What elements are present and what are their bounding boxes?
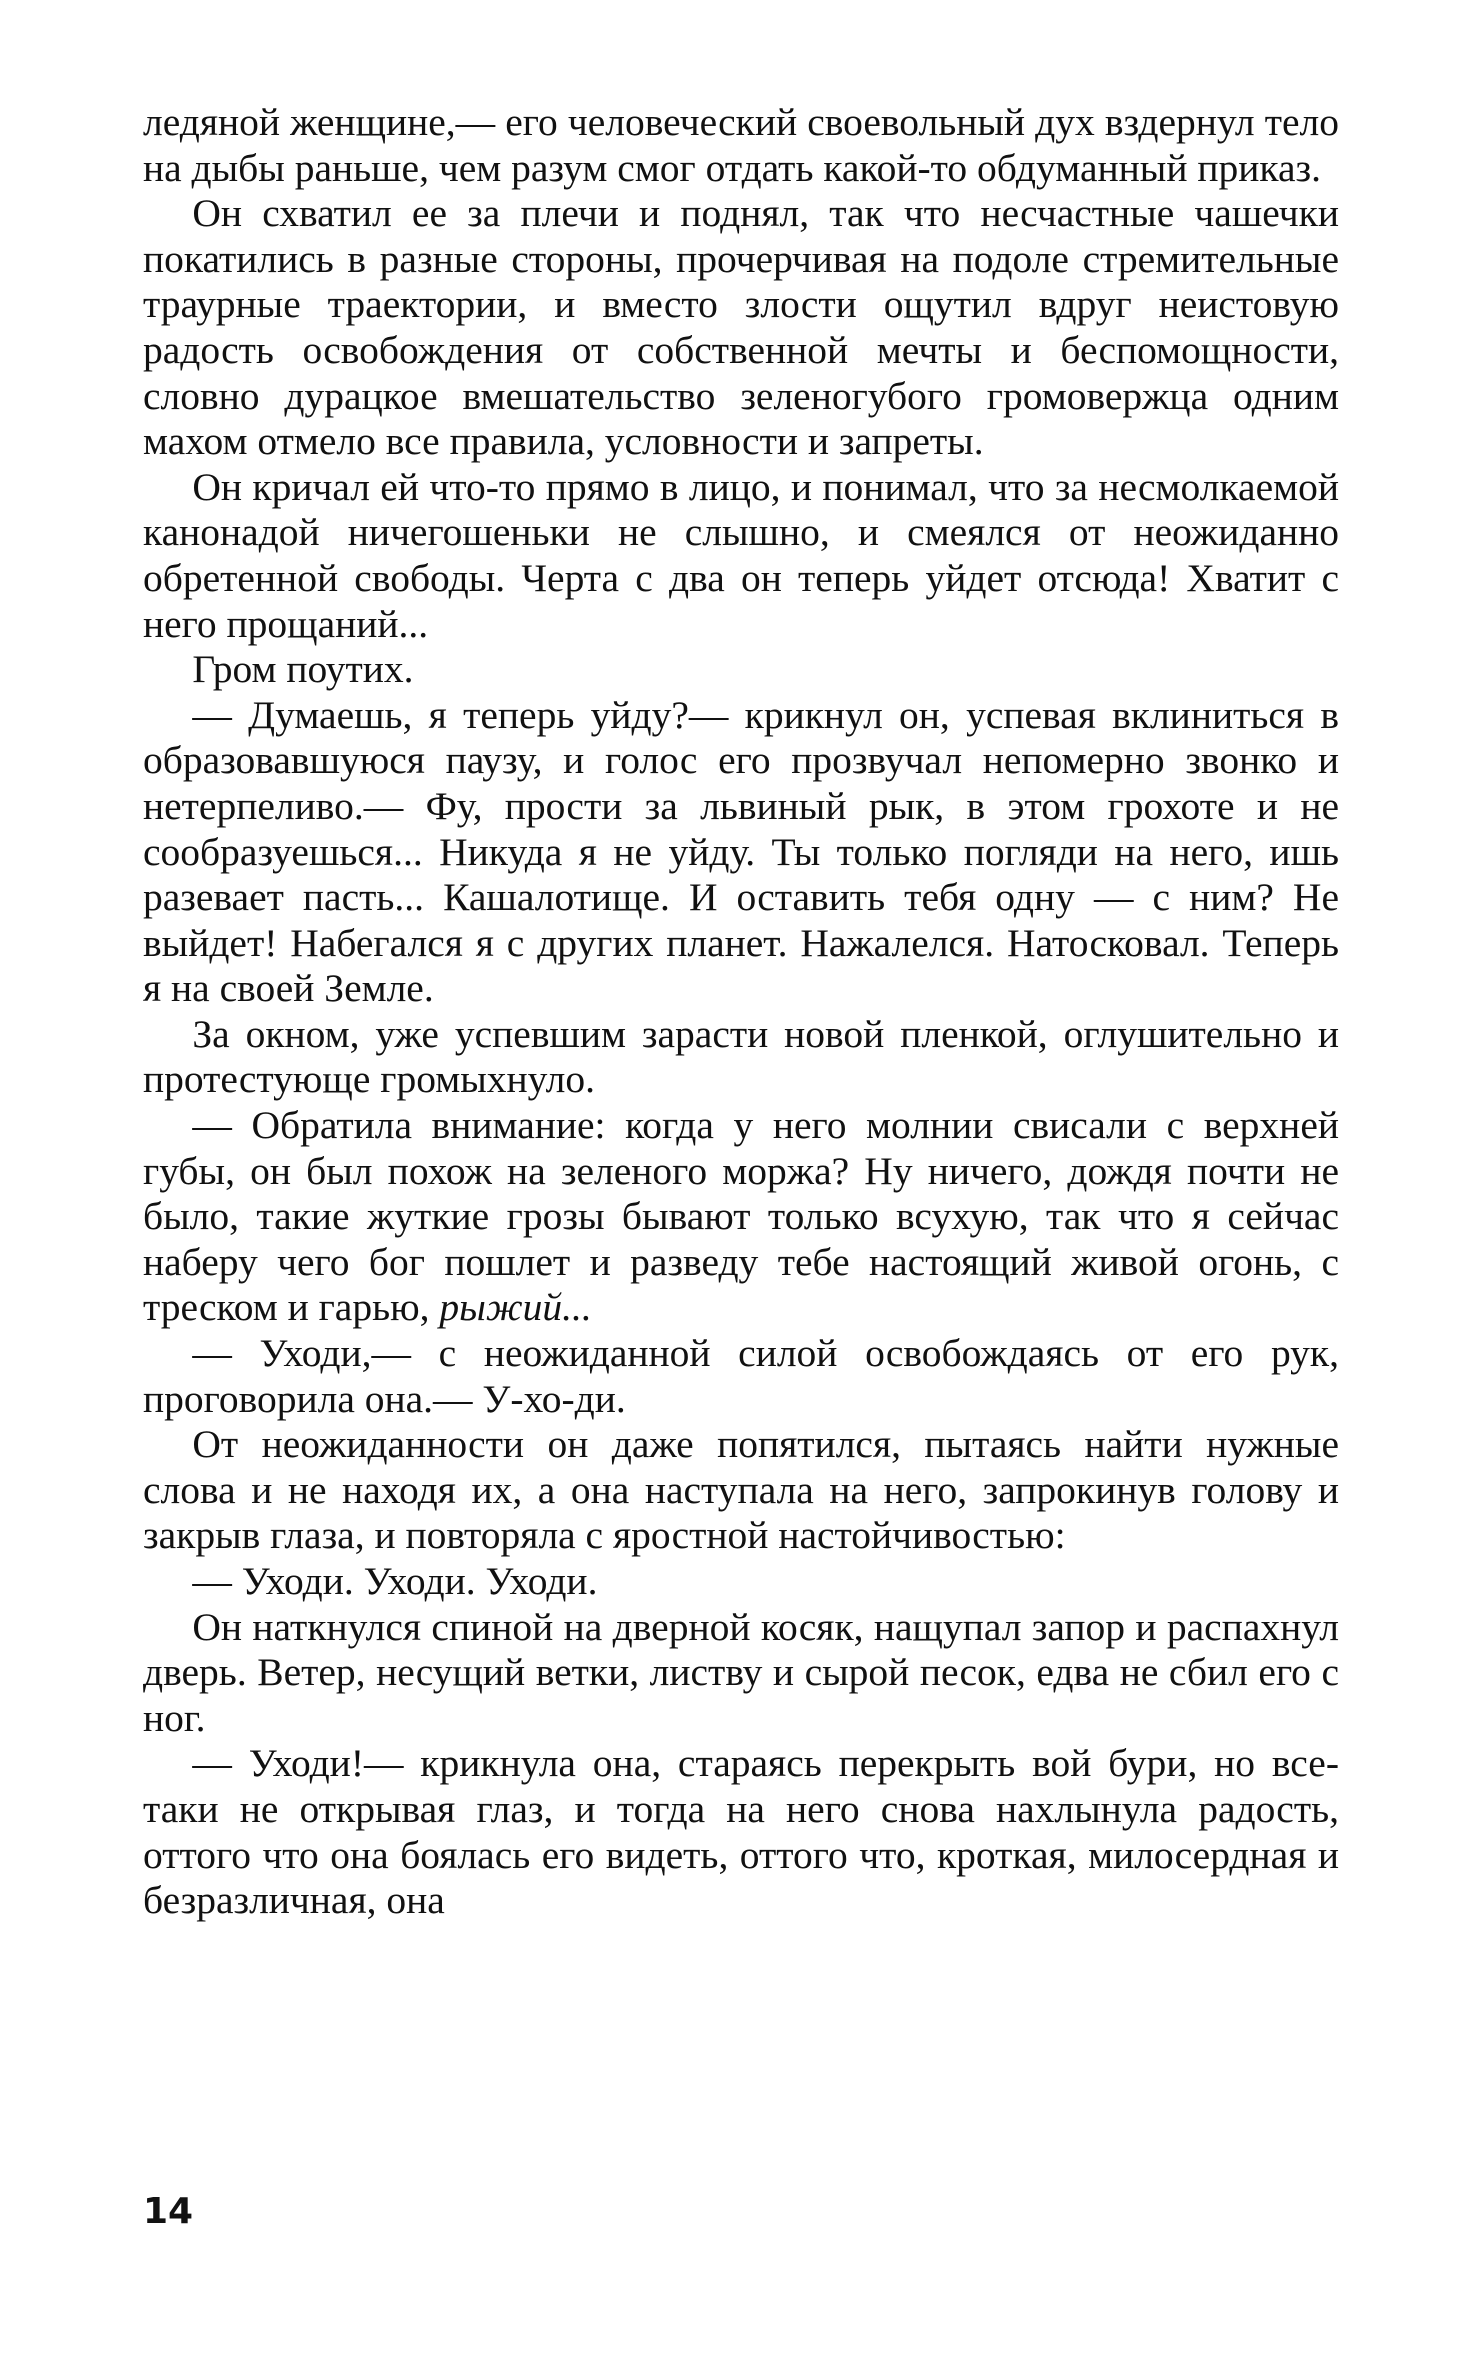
paragraph-9: От неожиданности он даже попятился, пытаясь найти нужные слова и не находя их, а она наступала на него, запрокинув голову и закрыв глаза, и повторяла с яростной настойчивостью: — [143, 1422, 1339, 1558]
paragraph-7-italic: рыжий... — [429, 1285, 592, 1330]
paragraph-5: — Думаешь, я теперь уйду?— крикнул он, успевая вклиниться в образовавшуюся паузу, и голос его прозвучал непомерно звонко и нетерпеливо.— Фу, прости за львиный рык, в этом грохоте и не сообразуешься... Никуда я не уйду. Ты только погляди на него, ишь разевает пасть... Кашалотище. И оставить тебя одну — с ним? Не выйдет! Набегался я с других планет. Нажалелся. Натосковал. Теперь я на своей Земле. — [143, 692, 1339, 1011]
paragraph-8: — Уходи,— с неожиданной силой освобождаясь от его рук, проговорила она.— У-хо-ди. — [143, 1331, 1339, 1421]
page-number: 14 — [143, 2191, 194, 2232]
paragraph-3: Он кричал ей что-то прямо в лицо, и понимал, что за несмолкаемой канонадой ничегошеньки не слышно, и смеялся от неожиданно обретенной свободы. Черта с два он теперь уйдет отсюда! Хватит с него прощаний... — [143, 464, 1339, 646]
paragraph-11: Он наткнулся спиной на дверной косяк, нащупал запор и распахнул дверь. Ветер, несущий ветки, листву и сырой песок, едва не сбил его с ног. — [143, 1604, 1339, 1740]
paragraph-12: — Уходи!— крикнула она, стараясь перекрыть вой бури, но все-таки не открывая глаз, и тогда на него снова нахлынула радость, оттого что она боялась его видеть, оттого что, кроткая, милосердная и безразличная, она — [143, 1741, 1339, 1923]
paragraph-7-text: — Обратила внимание: когда у него молнии свисали с верхней губы, он был похож на зеленого моржа? Ну ничего, дождя почти не было, такие жуткие грозы бывают только всухую, так что я сейчас наберу чего бог пошлет и разведу тебе настоящий живой огонь, с треском и гарью, — [143, 1103, 1339, 1330]
paragraph-1: ледяной женщине,— его человеческий своевольный дух вздернул тело на дыбы раньше, чем разум смог отдать какой-то обдуманный приказ. — [143, 100, 1339, 190]
paragraph-10: — Уходи. Уходи. Уходи. — [192, 1559, 598, 1603]
page-body — [143, 100, 1339, 1924]
paragraph-6: За окном, уже успевшим зарасти новой пленкой, оглушительно и протестующе громыхнуло. — [143, 1011, 1339, 1102]
paragraph-7 — [143, 1103, 1339, 1331]
paragraph-2: Он схватил ее за плечи и поднял, так что несчастные чашечки покатились в разные стороны, прочерчивая на подоле стремительные траурные траектории, и вместо злости ощутил вдруг неистовую радость освобождения от собственной мечты и беспомощности, словно дурацкое вмешательство зеленогубого громовержца одним махом отмело все правила, условности и запреты. — [143, 191, 1339, 464]
paragraph-4: Гром поутих. — [192, 647, 414, 692]
